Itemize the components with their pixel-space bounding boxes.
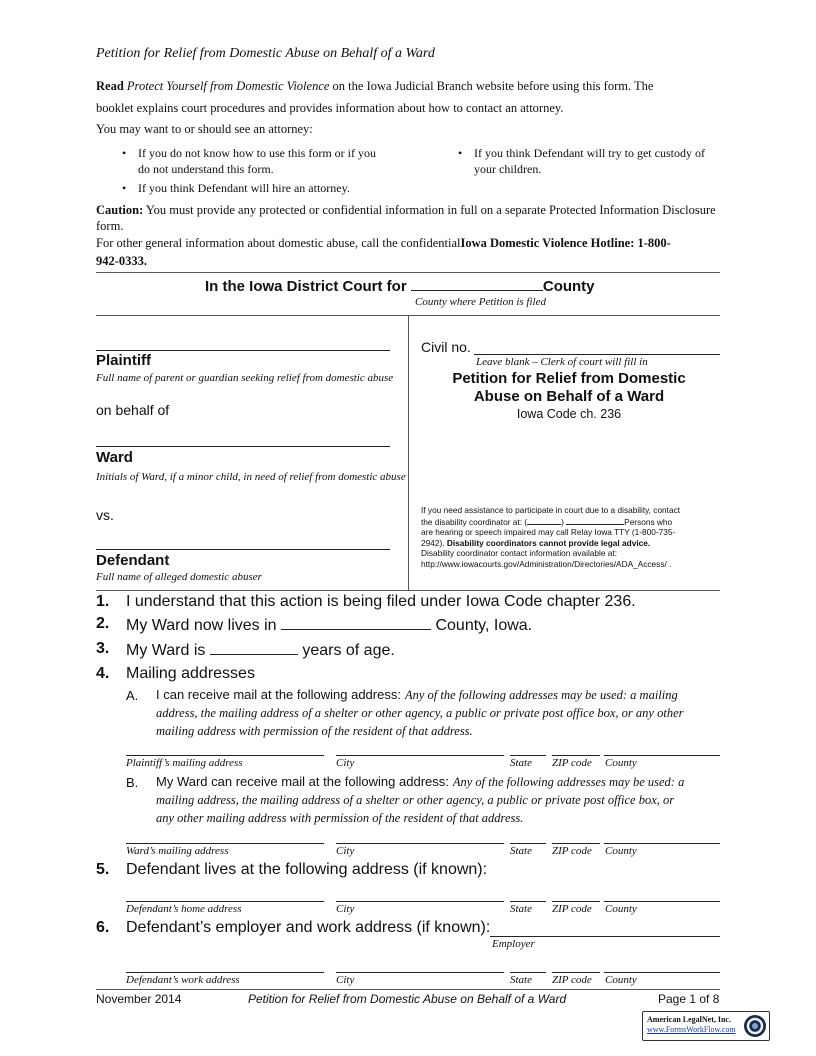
county-field[interactable] <box>411 276 543 291</box>
hotline-number: 942-0333. <box>96 254 148 268</box>
civil-no-label: Civil no. <box>421 339 471 355</box>
ward-name-field[interactable] <box>96 446 390 447</box>
plaintiff-note: Full name of parent or guardian seeking relief from domestic abuse <box>96 372 394 384</box>
ada-line3: are hearing or speech impaired may call Relay Iowa TTY (1-800-735- <box>421 527 676 537</box>
bullet-custody <box>474 145 705 177</box>
employer-field[interactable] <box>490 936 720 937</box>
employer-caption: Employer <box>492 938 535 950</box>
defendant-work-state-caption: State <box>510 974 532 986</box>
ada-area-code-field <box>527 516 561 525</box>
defendant-work-zip-field[interactable] <box>552 972 600 973</box>
ada-no-legal-advice: Disability coordinators cannot provide legal advice. <box>446 537 651 548</box>
item-1-text: I understand that this action is being filed under Iowa Code chapter 236. <box>126 593 636 610</box>
american-legalnet-logo <box>642 1011 770 1041</box>
ward-zip-field[interactable] <box>552 843 600 844</box>
item-2-number: 2. <box>96 615 110 632</box>
on-behalf-of: on behalf of <box>96 402 170 418</box>
caption-divider <box>408 315 409 590</box>
ward-address-caption: Ward’s mailing address <box>126 845 229 857</box>
intro-line-2: booklet explains court procedures and provides information about how to contact an attorney. <box>96 101 564 115</box>
bullet-defendant-attorney: • If you think Defendant will hire an attorney. <box>138 181 350 196</box>
item-4b-label: B. <box>126 775 139 790</box>
ward-state-field[interactable] <box>510 843 546 844</box>
plaintiff-state-field[interactable] <box>510 755 546 756</box>
item-5-text: Defendant lives at the following address (if known): <box>126 861 488 878</box>
logo-line1: American LegalNet, Inc. <box>647 1015 731 1024</box>
item-4a-note-2: address, the mailing address of a shelter or other agency, a public or private post office box, or any other <box>156 706 684 720</box>
footer-title: Petition for Relief from Domestic Abuse on Behalf of a Ward <box>248 992 567 1006</box>
ward-county-field[interactable] <box>281 615 431 630</box>
ada-phone-field <box>566 516 624 525</box>
petition-title-line2: Abuse on Behalf of a Ward <box>473 388 665 405</box>
ada-coord-lead: the disability coordinator at: ( <box>421 516 528 527</box>
item-4b-note-2: mailing address, the mailing address of a shelter or other agency, a public or private post office box, or <box>156 793 675 807</box>
defendant-home-zip-field[interactable] <box>552 901 600 902</box>
defendant-work-caption: Defendant’s work address <box>126 974 240 986</box>
item-4b-block <box>156 773 726 827</box>
item-2-text-a: My Ward now lives in <box>126 617 277 634</box>
ward-county-addr-field[interactable] <box>604 843 720 844</box>
ward-address-field[interactable] <box>126 843 324 844</box>
ward-city-field[interactable] <box>336 843 504 844</box>
footer-date: November 2014 <box>96 992 182 1006</box>
county-caption: County where Petition is filed <box>415 296 546 308</box>
plaintiff-zip-caption: ZIP code <box>552 757 592 769</box>
ward-note: Initials of Ward, if a minor child, in need of relief from domestic abuse <box>96 471 406 483</box>
defendant-home-caption: Defendant’s home address <box>126 903 242 915</box>
item-4a-text: I can receive mail at the following address: <box>156 687 401 702</box>
defendant-work-field[interactable] <box>126 972 324 973</box>
ada-line1: If you need assistance to participate in court due to a disability, contact <box>421 505 681 515</box>
caution-text: You must provide any protected or confidential information in full on a separate Protected Information Disclosure <box>145 203 716 217</box>
defendant-note: Full name of alleged domestic abuser <box>96 571 262 583</box>
ward-county-caption: County <box>605 845 637 857</box>
hotline-lead: For other general information about domestic abuse, call the confidential <box>96 236 461 250</box>
defendant-home-city-field[interactable] <box>336 901 504 902</box>
ward-age-field[interactable] <box>210 640 298 655</box>
item-3-number: 3. <box>96 640 110 657</box>
plaintiff-county-field[interactable] <box>604 755 720 756</box>
caution-paragraph <box>96 202 722 219</box>
court-heading-post: County <box>542 278 595 295</box>
item-4b-note-1: Any of the following addresses may be used: a <box>452 775 685 789</box>
bullet1-line1: • If you do not know how to use this form or if you <box>138 146 376 160</box>
ada-line5: Disability coordinator contact information available at: <box>421 548 617 558</box>
item-3-text-b: years of age. <box>302 642 395 659</box>
defendant-home-county-caption: County <box>605 903 637 915</box>
logo-line2: www.FormsWorkFlow.com <box>647 1025 736 1034</box>
plaintiff-city-caption: City <box>336 757 355 769</box>
plaintiff-state-caption: State <box>510 757 532 769</box>
footer-page: Page 1 of 8 <box>658 992 720 1006</box>
defendant-work-county-caption: County <box>605 974 637 986</box>
defendant-home-city-caption: City <box>336 903 355 915</box>
bullet3-line1: • If you think Defendant will try to get custody of <box>474 146 705 160</box>
court-heading-pre: In the Iowa District Court for <box>205 278 407 295</box>
defendant-work-city-field[interactable] <box>336 972 504 973</box>
item-6-text: Defendant’s employer and work address (if known): <box>126 919 491 936</box>
defendant-home-field[interactable] <box>126 901 324 902</box>
ada-line4 <box>421 538 721 549</box>
booklet-title: Protect Yourself from Domestic Violence <box>126 79 330 93</box>
ada-line2 <box>421 516 721 528</box>
attorney-lead: You may want to or should see an attorney: <box>96 122 313 136</box>
ward-state-caption: State <box>510 845 532 857</box>
footer-rule <box>96 989 720 990</box>
iowa-code: Iowa Code ch. 236 <box>516 407 622 421</box>
item-5-number: 5. <box>96 861 110 878</box>
ward-label: Ward <box>96 449 133 466</box>
ada-notice <box>421 505 721 569</box>
read-word: Read <box>96 79 124 93</box>
read-rest: on the Iowa Judicial Branch website before using this form. The <box>332 79 654 93</box>
item-4a-note-3: mailing address with permission of the resident of that address. <box>156 724 473 738</box>
ada-persons-who: Persons who <box>624 516 673 527</box>
bullet-understand-form <box>138 145 376 177</box>
defendant-home-state-caption: State <box>510 903 532 915</box>
plaintiff-address-field[interactable] <box>126 755 324 756</box>
petition-title-line1: Petition for Relief from Domestic <box>452 370 686 387</box>
item-4a-note-1: Any of the following addresses may be used: a mailing <box>404 688 678 702</box>
civil-no-note: Leave blank – Clerk of court will fill in <box>476 356 648 368</box>
plaintiff-city-field[interactable] <box>336 755 504 756</box>
civil-no-field[interactable] <box>474 354 720 355</box>
rule-caption-bottom <box>96 590 720 591</box>
defendant-work-zip-caption: ZIP code <box>552 974 592 986</box>
item-2-row <box>126 615 532 635</box>
bullet3-line2: your children. <box>474 162 542 176</box>
plaintiff-name-field[interactable] <box>96 350 390 351</box>
hotline-line <box>96 236 671 251</box>
defendant-home-state-field[interactable] <box>510 901 546 902</box>
defendant-label: Defendant <box>96 552 170 569</box>
item-6-number: 6. <box>96 919 110 936</box>
item-3-row <box>126 640 395 660</box>
caution-label: Caution: <box>96 203 144 217</box>
defendant-work-city-caption: City <box>336 974 355 986</box>
item-2-text-b: County, Iowa. <box>435 617 533 634</box>
item-4a-label: A. <box>126 688 139 703</box>
item-1-number: 1. <box>96 593 110 610</box>
item-4-text: Mailing addresses <box>126 665 255 682</box>
plaintiff-county-caption: County <box>605 757 637 769</box>
defendant-home-zip-caption: ZIP code <box>552 903 592 915</box>
defendant-work-county-field[interactable] <box>604 972 720 973</box>
form-header-title: Petition for Relief from Domestic Abuse on Behalf of a Ward <box>96 46 435 61</box>
ada-paren: ) <box>561 516 564 527</box>
item-4-number: 4. <box>96 665 110 682</box>
defendant-work-state-field[interactable] <box>510 972 546 973</box>
plaintiff-zip-field[interactable] <box>552 755 600 756</box>
plaintiff-address-caption: Plaintiff’s mailing address <box>126 757 243 769</box>
ada-tty-end: 2942). <box>421 537 445 548</box>
petition-title <box>414 370 724 406</box>
hotline-bold: Iowa Domestic Violence Hotline: 1-800- <box>460 236 671 250</box>
vs-label: vs. <box>96 507 114 523</box>
rule-top <box>96 272 720 273</box>
court-heading <box>205 276 595 295</box>
ward-zip-caption: ZIP code <box>552 845 592 857</box>
bullet1-line2: do not understand this form. <box>138 162 274 176</box>
defendant-name-field[interactable] <box>96 549 390 550</box>
plaintiff-label: Plaintiff <box>96 352 151 369</box>
ada-line6: http://www.iowacourts.gov/Administration/Directories/ADA_Access/ . <box>421 558 672 569</box>
item-3-text-a: My Ward is <box>126 642 206 659</box>
ward-city-caption: City <box>336 845 355 857</box>
intro-line-1 <box>96 79 653 94</box>
item-4a-block <box>156 686 726 740</box>
item-4b-text: My Ward can receive mail at the following address: <box>156 774 449 789</box>
item-4b-note-3: any other mailing address with permission of the resident of that address. <box>156 811 524 825</box>
defendant-home-county-field[interactable] <box>604 901 720 902</box>
logo-swirl-icon <box>743 1014 767 1038</box>
caution-text-2: form. <box>96 219 124 233</box>
